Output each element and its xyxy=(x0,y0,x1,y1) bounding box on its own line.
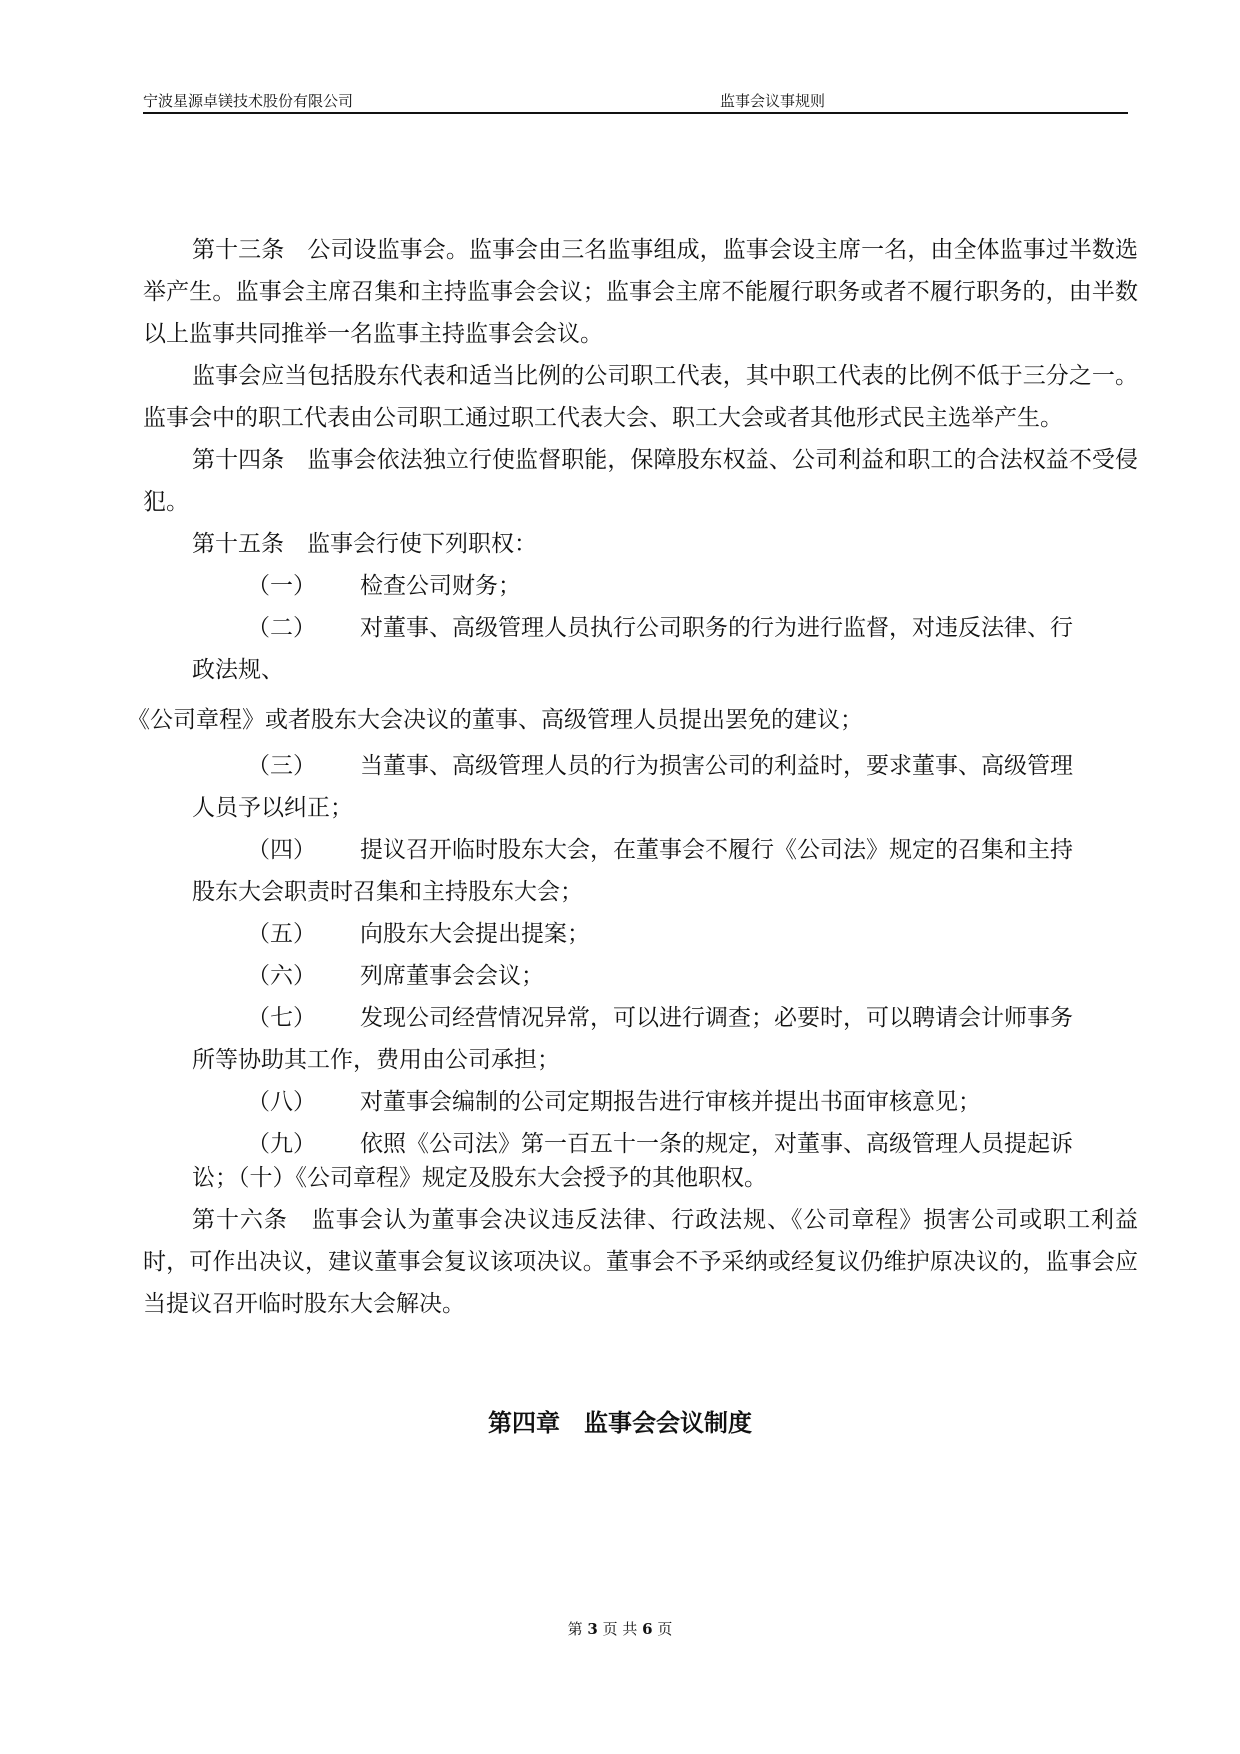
list-item: （四） 提议召开临时股东大会，在董事会不履行《公司法》规定的召集和主持 股东大会职责时召集和主持股东大会； xyxy=(192,837,1073,905)
list-item: （七） 发现公司经营情况异常，可以进行调查；必要时，可以聘请会计师事务 所等协助其工作，费用由公司承担； xyxy=(192,1005,1073,1073)
total-pages: 6 xyxy=(642,1620,653,1638)
current-page: 3 xyxy=(587,1620,598,1638)
document-body xyxy=(127,229,1138,1325)
list-item-continuation: 《公司章程》或者股东大会决议的董事、高级管理人员提出罢免的建议； xyxy=(127,707,863,733)
page-header xyxy=(143,88,1128,114)
article-13-para-1: 第十三条 公司设监事会。监事会由三名监事组成，监事会设主席一名，由全体监事过半数选举产生。监事会主席召集和主持监事会会议；监事会主席不能履行职务或者不履行职务的，由半数以上监事共同推举一名监事主持监事会会议。 xyxy=(143,237,1138,347)
list-item: （三） 当董事、高级管理人员的行为损害公司的利益时，要求董事、高级管理 人员予以纠正； xyxy=(192,753,1073,821)
page-footer: 第 3 页 共 6 页 xyxy=(567,1620,673,1638)
article-16: 第十六条 监事会认为董事会决议违反法律、行政法规、《公司章程》损害公司或职工利益时，可作出决议，建议董事会复议该项决议。董事会不予采纳或经复议仍维护原决议的，监事会应当提议召开临时股东大会解决。 xyxy=(143,1207,1138,1317)
article-14: 第十四条 监事会依法独立行使监督职能，保障股东权益、公司利益和职工的合法权益不受侵犯。 xyxy=(143,447,1138,515)
list-item: （八） 对董事会编制的公司定期报告进行审核并提出书面审核意见； xyxy=(247,1089,981,1115)
article-15-intro: 第十五条 监事会行使下列职权： xyxy=(192,531,537,557)
list-item: （一） 检查公司财务； xyxy=(247,573,521,599)
list-item: （六） 列席董事会会议； xyxy=(247,963,544,989)
list-item: （九） 依照《公司法》第一百五十一条的规定，对董事、高级管理人员提起诉 讼；（十）《公司章程》规定及股东大会授予的其他职权。 xyxy=(192,1131,1073,1191)
article-13-para-2: 监事会应当包括股东代表和适当比例的公司职工代表，其中职工代表的比例不低于三分之一。监事会中的职工代表由公司职工通过职工代表大会、职工大会或者其他形式民主选举产生。 xyxy=(143,363,1138,431)
header-company: 宁波星源卓镁技术股份有限公司 xyxy=(143,92,354,110)
chapter-title: 第四章 监事会会议制度 xyxy=(488,1409,752,1437)
header-doc-title: 监事会议事规则 xyxy=(720,92,826,110)
list-item: （二） 对董事、高级管理人员执行公司职务的行为进行监督，对违反法律、行 政法规、 xyxy=(192,615,1073,683)
list-item: （五） 向股东大会提出提案； xyxy=(247,921,590,947)
